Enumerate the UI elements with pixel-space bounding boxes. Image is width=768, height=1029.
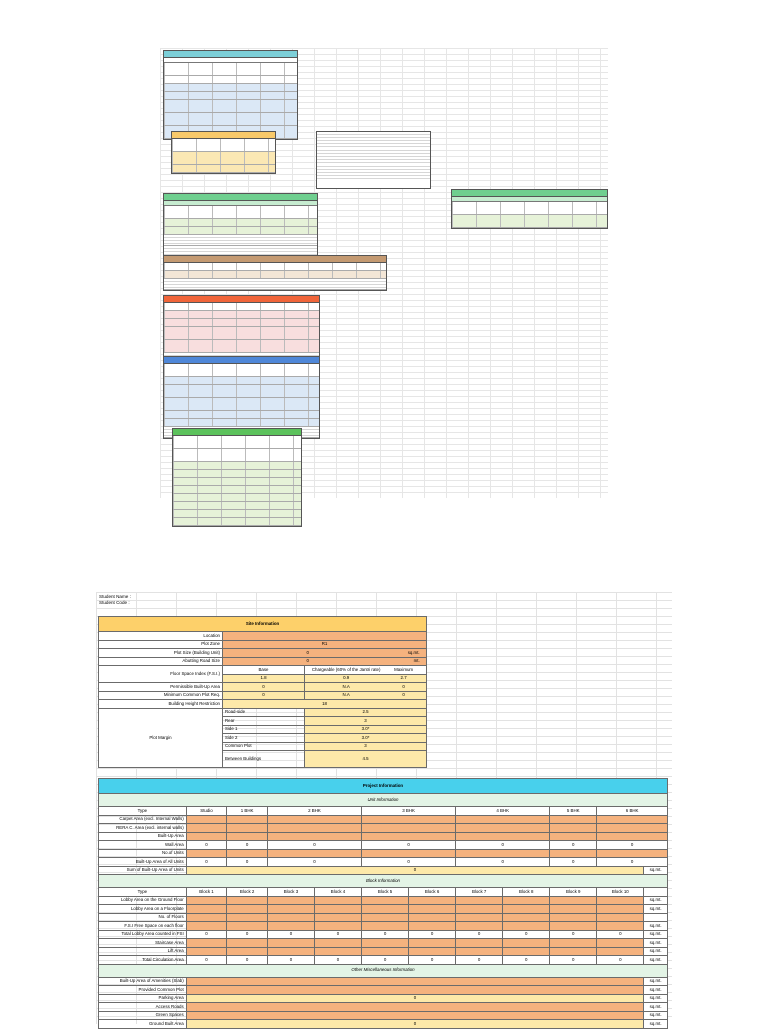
unit-cell-input[interactable]	[456, 824, 550, 833]
margin-side1-label: Side 1	[223, 725, 305, 734]
margin-side1-value: 3.0*	[305, 725, 427, 734]
block-cell-input[interactable]	[409, 905, 456, 914]
abutting-road-unit: mt.	[413, 658, 420, 664]
block-cell-input[interactable]	[267, 913, 314, 922]
unit-cell-value: 0	[186, 858, 227, 867]
misc-row-unit: sq.mt.	[644, 1011, 668, 1020]
block-cell-input[interactable]	[362, 913, 409, 922]
sum-bua-units-label: Sum of Built-Up Area of Units	[99, 866, 187, 875]
misc-row-label: Ground Built Area	[99, 1020, 187, 1029]
misc-row-input[interactable]	[186, 986, 644, 995]
block-cell-input[interactable]	[550, 947, 597, 956]
unit-cell-input[interactable]	[550, 849, 597, 858]
project-information-table	[98, 778, 668, 1029]
unit-cell-value: 0	[456, 858, 550, 867]
block-cell-input[interactable]	[227, 905, 268, 914]
block-row-unit: sq.mt.	[644, 939, 668, 948]
margin-side2-label: Side 2	[223, 734, 305, 743]
misc-row-unit: sq.mt.	[644, 977, 668, 986]
block-cell-input[interactable]	[456, 922, 503, 931]
unit-row-label: RERA C. Area (excl. internal walls)	[99, 824, 187, 833]
block-cell-input[interactable]	[227, 939, 268, 948]
block-header-block-10: Block 10	[597, 888, 644, 897]
misc-row-unit: sq.mt.	[644, 1003, 668, 1012]
block-cell-value: 0	[550, 956, 597, 965]
block-cell-value: 0	[503, 956, 550, 965]
unit-cell-input[interactable]	[227, 832, 268, 841]
block-cell-input[interactable]	[550, 922, 597, 931]
unit-info-title: Unit Information	[99, 794, 668, 807]
block-cell-input[interactable]	[456, 905, 503, 914]
min-common-plot-maximum: 0	[402, 692, 405, 698]
sum-bua-units-value: 0	[186, 866, 644, 875]
unit-cell-input[interactable]	[550, 815, 597, 824]
site-info-title: Site Information	[99, 617, 427, 632]
permissible-bua-base: 0	[223, 683, 305, 692]
unit-cell-value: 0	[362, 858, 456, 867]
unit-cell-input[interactable]	[186, 832, 227, 841]
unit-cell-input[interactable]	[597, 849, 668, 858]
block-cell-input[interactable]	[550, 896, 597, 905]
block-cell-input[interactable]	[362, 939, 409, 948]
block-cell-input[interactable]	[503, 939, 550, 948]
block-cell-input[interactable]	[186, 905, 227, 914]
plot-zone-label: Plot Zone	[99, 640, 223, 649]
block-cell-value: 0	[267, 956, 314, 965]
plot-size-input[interactable]	[223, 649, 427, 658]
plot-margin-label: Plot Margin	[99, 708, 223, 768]
block-cell-value: 0	[186, 956, 227, 965]
block-cell-input[interactable]	[550, 939, 597, 948]
block-row-unit: sq.mt.	[644, 930, 668, 939]
block-cell-input[interactable]	[227, 947, 268, 956]
unit-cell-input[interactable]	[362, 824, 456, 833]
fsi-base-header: Base	[223, 666, 305, 675]
permissible-bua-label: Permissible Built-Up Area	[99, 683, 223, 692]
min-common-plot-label: Minimum Common Plot Req.	[99, 691, 223, 700]
block-row-unit: sq.mt.	[644, 956, 668, 965]
unit-cell-input[interactable]	[362, 815, 456, 824]
block-unit-header	[644, 888, 668, 897]
unit-cell-value: 0	[597, 858, 668, 867]
unit-cell-input[interactable]	[550, 824, 597, 833]
block-cell-input[interactable]	[362, 905, 409, 914]
block-row-unit: sq.mt.	[644, 947, 668, 956]
block-row-label: No. of Floors	[99, 913, 187, 922]
misc-row-input[interactable]	[186, 1011, 644, 1020]
fsi-base-value: 1.8	[223, 674, 305, 683]
block-cell-value: 0	[314, 956, 361, 965]
block-cell-input[interactable]	[314, 913, 361, 922]
block-row-label: F.S.I Free Space on each floor	[99, 922, 187, 931]
unit-cell-input[interactable]	[597, 824, 668, 833]
fsi-maximum-header: Maximum	[394, 666, 414, 672]
block-cell-input[interactable]	[503, 922, 550, 931]
unit-cell-input[interactable]	[597, 832, 668, 841]
margin-between-buildings-value: 4.5	[305, 751, 427, 768]
unit-cell-input[interactable]	[456, 815, 550, 824]
block-cell-value: 0	[227, 956, 268, 965]
unit-cell-input[interactable]	[186, 824, 227, 833]
block-cell-value: 0	[456, 956, 503, 965]
block-cell-value: 0	[503, 930, 550, 939]
unit-cell-input[interactable]	[186, 815, 227, 824]
block-type-label: Type	[99, 888, 187, 897]
height-restriction-label: Building Height Restriction	[99, 700, 223, 709]
margin-rear-value: 3	[305, 717, 427, 726]
margin-road-side-label: Road-side	[223, 708, 305, 717]
block-cell-input[interactable]	[597, 896, 644, 905]
unit-row-label: No.of Units	[99, 849, 187, 858]
block-cell-input[interactable]	[267, 947, 314, 956]
block-cell-value: 0	[409, 956, 456, 965]
block-cell-value: 0	[362, 930, 409, 939]
block-row-unit	[644, 913, 668, 922]
unit-row-label: Wall Area	[99, 841, 187, 850]
block-cell-input[interactable]	[456, 896, 503, 905]
unit-cell-input[interactable]	[597, 815, 668, 824]
permissible-bua-chargeable: N.A	[342, 683, 350, 689]
block-cell-value: 0	[550, 930, 597, 939]
unit-cell-input[interactable]	[362, 832, 456, 841]
block-header-block-1: Block 1	[186, 888, 227, 897]
misc-row-label: Parking Area	[99, 994, 187, 1003]
height-table-thumbnail	[163, 193, 318, 258]
unit-cell-input[interactable]	[267, 832, 361, 841]
zone-table-thumbnail	[163, 50, 298, 140]
road-width-table-thumbnail	[163, 255, 387, 291]
block-cell-input[interactable]	[362, 947, 409, 956]
fsi-chargeable-header-text: Chargeable (60% of the Jantri rate)	[311, 666, 381, 672]
block-header-block-7: Block 7	[456, 888, 503, 897]
block-row-label: Lobby Area on a Floorplate	[99, 905, 187, 914]
block-cell-input[interactable]	[456, 947, 503, 956]
unit-cell-value: 0	[362, 841, 456, 850]
block-cell-input[interactable]	[314, 922, 361, 931]
unit-cell-value: 0	[267, 858, 361, 867]
min-common-plot-base: 0	[223, 691, 305, 700]
block-cell-input[interactable]	[227, 913, 268, 922]
plot-size-label: Plot Size (Building Unit)	[99, 649, 223, 658]
plot-size-value: 0	[306, 649, 309, 655]
block-cell-input[interactable]	[597, 905, 644, 914]
block-cell-input[interactable]	[597, 913, 644, 922]
sum-bua-units-unit: sq.mt.	[644, 866, 668, 875]
unit-cell-input[interactable]	[362, 849, 456, 858]
unit-cell-input[interactable]	[456, 849, 550, 858]
block-cell-input[interactable]	[186, 896, 227, 905]
unit-row-label: Carpet Area (excl. Internal Walls)	[99, 815, 187, 824]
fsi-values-cell	[305, 674, 427, 683]
misc-row-input[interactable]	[186, 977, 644, 986]
block-cell-input[interactable]	[362, 922, 409, 931]
block-cell-value: 0	[456, 930, 503, 939]
block-cell-input[interactable]	[409, 939, 456, 948]
min-common-plot-chargeable: N.A	[342, 692, 350, 698]
block-header-block-3: Block 3	[267, 888, 314, 897]
unit-cell-value: 0	[550, 841, 597, 850]
block-cell-input[interactable]	[503, 947, 550, 956]
fsi-maximum-value: 2.7	[400, 675, 407, 681]
unit-cell-input[interactable]	[227, 824, 268, 833]
block-cell-input[interactable]	[409, 913, 456, 922]
block-cell-input[interactable]	[456, 939, 503, 948]
unit-cell-value: 0	[597, 841, 668, 850]
margin-rear-label: Rear	[223, 717, 305, 726]
block-cell-input[interactable]	[314, 905, 361, 914]
unit-type-4-bhk: 4 BHK	[456, 807, 550, 816]
block-header-block-4: Block 4	[314, 888, 361, 897]
block-row-unit: sq.mt.	[644, 896, 668, 905]
block-header-block-2: Block 2	[227, 888, 268, 897]
margin-common-plot-value: 3	[305, 742, 427, 751]
unit-cell-input[interactable]	[267, 815, 361, 824]
block-cell-input[interactable]	[314, 947, 361, 956]
misc-row-unit: sq.mt.	[644, 1020, 668, 1029]
unit-row-label: Built-Up Area	[99, 832, 187, 841]
unit-cell-input[interactable]	[267, 824, 361, 833]
block-cell-input[interactable]	[267, 922, 314, 931]
block-cell-input[interactable]	[456, 913, 503, 922]
block-cell-input[interactable]	[227, 922, 268, 931]
block-cell-input[interactable]	[186, 947, 227, 956]
notes-box-thumbnail	[316, 131, 431, 189]
block-cell-input[interactable]	[314, 939, 361, 948]
plot-zone-input[interactable]: R1	[223, 640, 427, 649]
unit-type-6-bhk: 6 BHK	[597, 807, 668, 816]
block-cell-input[interactable]	[186, 913, 227, 922]
block-info-title: Block Information	[99, 875, 668, 888]
unit-cell-input[interactable]	[227, 849, 268, 858]
block-cell-value: 0	[314, 930, 361, 939]
unit-cell-input[interactable]	[227, 815, 268, 824]
common-plot-table-thumbnail	[163, 356, 320, 439]
block-cell-value: 0	[362, 956, 409, 965]
block-header-block-8: Block 8	[503, 888, 550, 897]
block-cell-input[interactable]	[597, 947, 644, 956]
building-type-table-thumbnail	[172, 428, 302, 527]
block-cell-input[interactable]	[186, 922, 227, 931]
block-cell-value: 0	[267, 930, 314, 939]
student-name-label: Student Name :	[99, 594, 131, 599]
margin-common-plot-label: Common Plot	[223, 742, 305, 751]
block-row-unit: sq.mt.	[644, 905, 668, 914]
fsi-label: Floor Space Index (F.S.I.)	[99, 666, 223, 683]
min-common-plot-cell	[305, 691, 427, 700]
abutting-road-value: 0	[306, 658, 309, 664]
plot-size-unit: sq.mt.	[407, 649, 420, 655]
misc-row-unit: sq.mt.	[644, 986, 668, 995]
block-row-label: Total Circulation Area	[99, 956, 187, 965]
height-table-right-thumbnail	[451, 189, 608, 229]
block-header-block-9: Block 9	[550, 888, 597, 897]
block-cell-input[interactable]	[227, 896, 268, 905]
block-row-label: Total Lobby Area counted in FSI	[99, 930, 187, 939]
unit-cell-value: 0	[456, 841, 550, 850]
block-cell-input[interactable]	[409, 947, 456, 956]
student-info	[99, 594, 131, 606]
height-restriction-value: 18	[223, 700, 427, 709]
block-cell-value: 0	[597, 956, 644, 965]
unit-cell-input[interactable]	[456, 832, 550, 841]
unit-cell-input[interactable]	[550, 832, 597, 841]
block-cell-value: 0	[409, 930, 456, 939]
category-table-thumbnail	[171, 131, 276, 174]
project-info-title: Project Information	[99, 779, 668, 794]
block-cell-input[interactable]	[550, 913, 597, 922]
block-row-label: Staircase Area	[99, 939, 187, 948]
margin-between-buildings-label: Between Buildings	[223, 751, 305, 768]
block-cell-value: 0	[227, 930, 268, 939]
unit-type-label: Type	[99, 807, 187, 816]
block-cell-input[interactable]	[550, 905, 597, 914]
block-row-label: Lobby Area on the Ground Floor	[99, 896, 187, 905]
block-cell-value: 0	[597, 930, 644, 939]
block-cell-input[interactable]	[409, 922, 456, 931]
block-cell-input[interactable]	[503, 905, 550, 914]
block-cell-input[interactable]	[503, 913, 550, 922]
block-cell-input[interactable]	[267, 905, 314, 914]
margin-road-side-value: 2.5	[305, 708, 427, 717]
block-header-block-5: Block 5	[362, 888, 409, 897]
unit-cell-value: 0	[186, 841, 227, 850]
abutting-road-label: Abutting Road Size	[99, 657, 223, 666]
unit-cell-value: 0	[227, 858, 268, 867]
misc-row-label: Access Roads	[99, 1003, 187, 1012]
misc-row-label: Built-Up Area of Amenities (Slab)	[99, 977, 187, 986]
fsi-chargeable-header	[305, 666, 427, 675]
location-label: Location	[99, 632, 223, 641]
block-header-block-6: Block 6	[409, 888, 456, 897]
block-cell-input[interactable]	[267, 939, 314, 948]
misc-row-input[interactable]	[186, 1003, 644, 1012]
fsi-chargeable-value: 0.9	[343, 675, 350, 681]
margin-side2-value: 3.0*	[305, 734, 427, 743]
misc-row-label: Green Spaces	[99, 1011, 187, 1020]
block-cell-input[interactable]	[186, 939, 227, 948]
block-row-unit: sq.mt.	[644, 922, 668, 931]
block-cell-input[interactable]	[597, 922, 644, 931]
unit-cell-value: 0	[227, 841, 268, 850]
misc-info-title: Other Miscellaneous Information	[99, 964, 668, 977]
unit-type-3-bhk: 3 BHK	[362, 807, 456, 816]
unit-type-2-bhk: 2 BHK	[267, 807, 361, 816]
site-information-table	[98, 616, 427, 768]
unit-cell-value: 0	[267, 841, 361, 850]
unit-row-label: Built-Up Area of All Units	[99, 858, 187, 867]
location-input[interactable]	[223, 632, 427, 641]
block-cell-input[interactable]	[267, 896, 314, 905]
block-cell-input[interactable]	[314, 896, 361, 905]
unit-type-5-bhk: 5 BHK	[550, 807, 597, 816]
unit-cell-value: 0	[550, 858, 597, 867]
unit-cell-input[interactable]	[186, 849, 227, 858]
abutting-road-input[interactable]	[223, 657, 427, 666]
misc-row-label: Provided Common Plot	[99, 986, 187, 995]
block-row-label: Lift Area	[99, 947, 187, 956]
permissible-bua-cell	[305, 683, 427, 692]
unit-type-studio: Studio	[186, 807, 227, 816]
student-code-label: Student Code :	[99, 600, 130, 605]
misc-row-unit: sq.mt.	[644, 994, 668, 1003]
block-cell-input[interactable]	[409, 896, 456, 905]
misc-row-value: 0	[186, 994, 644, 1003]
block-cell-input[interactable]	[503, 896, 550, 905]
block-cell-value: 0	[186, 930, 227, 939]
misc-row-value: 0	[186, 1020, 644, 1029]
unit-cell-input[interactable]	[267, 849, 361, 858]
block-cell-input[interactable]	[597, 939, 644, 948]
unit-type-1-bhk: 1 BHK	[227, 807, 268, 816]
block-cell-input[interactable]	[362, 896, 409, 905]
permissible-bua-maximum: 0	[402, 683, 405, 689]
